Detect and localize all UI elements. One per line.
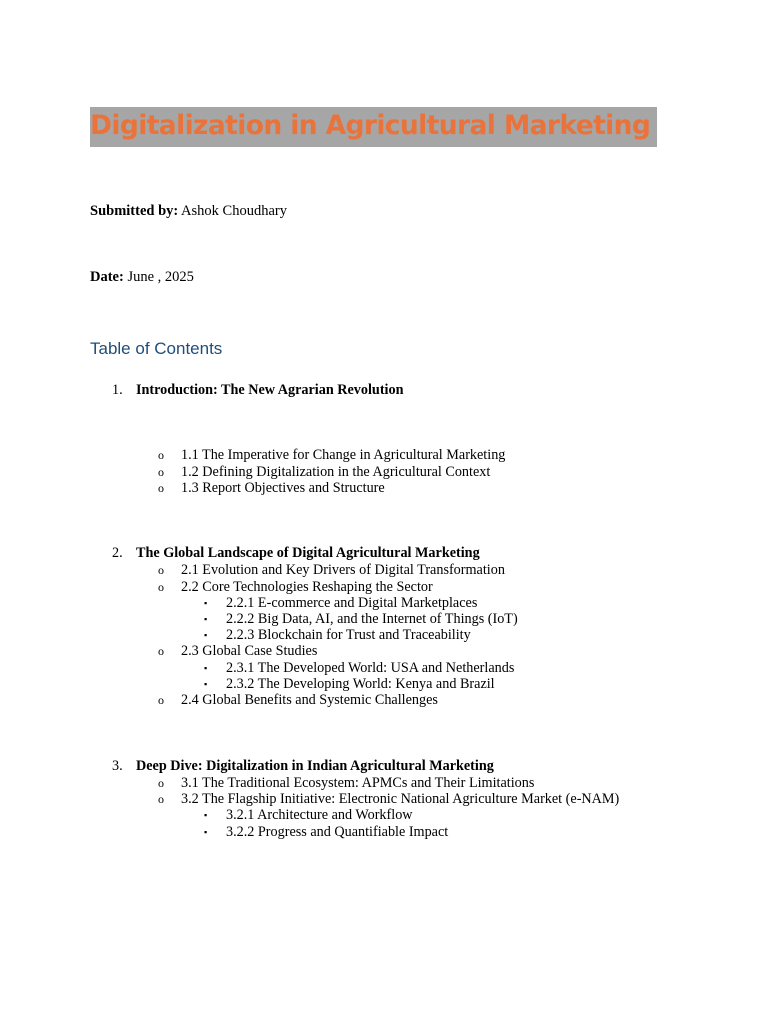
toc-subitem: 2.3.1 The Developed World: USA and Netherlands [226,660,515,676]
toc-item: 1.2 Defining Digitalization in the Agricultural Context [181,464,491,480]
date-line [90,269,194,286]
bullet-marker: o [158,481,164,495]
toc-item: 1.3 Report Objectives and Structure [181,480,385,496]
date-value: June , 2025 [123,269,194,285]
toc-number: 2. [112,545,123,561]
bullet-marker: o [158,563,164,577]
square-bullet-marker: ▪ [204,663,208,673]
toc-subitem: 2.2.2 Big Data, AI, and the Internet of Things (IoT) [226,611,518,627]
submitted-by-value: Ashok Choudhary [178,203,287,219]
title-highlight [90,107,657,147]
toc-item: 2.2 Core Technologies Reshaping the Sector [181,579,433,595]
square-bullet-marker: ▪ [204,630,208,640]
date-label: Date: [90,269,124,285]
bullet-marker: o [158,644,164,658]
bullet-marker: o [158,776,164,790]
toc-section-title: The Global Landscape of Digital Agricultural Marketing [136,545,480,561]
bullet-marker: o [158,580,164,594]
bullet-marker: o [158,693,164,707]
toc-item: 1.1 The Imperative for Change in Agricultural Marketing [181,447,506,463]
toc-item: 2.1 Evolution and Key Drivers of Digital Transformation [181,562,505,578]
toc-item: 2.3 Global Case Studies [181,643,318,659]
toc-subitem: 3.2.1 Architecture and Workflow [226,807,413,823]
bullet-marker: o [158,448,164,462]
toc-number: 1. [112,382,123,398]
bullet-marker: o [158,792,164,806]
toc-item: 3.2 The Flagship Initiative: Electronic National Agriculture Market (e-NAM) [181,791,620,807]
toc-item: 2.4 Global Benefits and Systemic Challenges [181,692,438,708]
square-bullet-marker: ▪ [204,598,208,608]
submitted-by [90,203,287,220]
toc-subitem: 3.2.2 Progress and Quantifiable Impact [226,824,449,840]
toc-subitem: 2.2.1 E-commerce and Digital Marketplaces [226,595,478,611]
square-bullet-marker: ▪ [204,810,208,820]
square-bullet-marker: ▪ [204,827,208,837]
square-bullet-marker: ▪ [204,679,208,689]
square-bullet-marker: ▪ [204,614,208,624]
toc-item: 3.1 The Traditional Ecosystem: APMCs and Their Limitations [181,775,535,791]
toc-heading: Table of Contents [90,339,223,358]
toc-subitem: 2.2.3 Blockchain for Trust and Traceability [226,627,471,643]
toc-number: 3. [112,758,123,774]
toc-section-title: Deep Dive: Digitalization in Indian Agricultural Marketing [136,758,494,774]
bullet-marker: o [158,465,164,479]
toc-subitem: 2.3.2 The Developing World: Kenya and Brazil [226,676,495,692]
document-title: Digitalization in Agricultural Marketing [90,110,651,141]
submitted-by-label: Submitted by: [90,203,179,219]
toc-section-title: Introduction: The New Agrarian Revolution [136,382,404,398]
